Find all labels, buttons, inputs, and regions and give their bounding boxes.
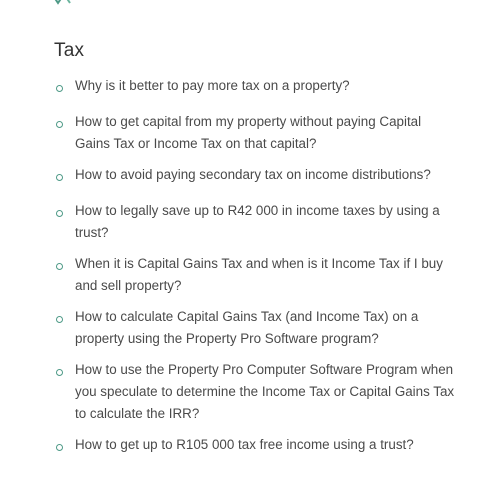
- faq-item[interactable]: [56, 168, 456, 186]
- faq-question: How to legally save up to R42 000 in income taxes by using a trust?: [75, 203, 440, 240]
- bullet-circle-icon: [56, 121, 63, 128]
- faq-question: Why is it better to pay more tax on a property?: [75, 78, 350, 93]
- faq-question: How to get up to R105 000 tax free income using a trust?: [75, 437, 414, 452]
- faq-item[interactable]: [56, 204, 456, 244]
- faq-item[interactable]: [56, 310, 456, 350]
- bullet-circle-icon: [56, 174, 63, 181]
- faq-question: How to avoid paying secondary tax on income distributions?: [75, 167, 431, 182]
- section-title: Tax: [54, 40, 85, 61]
- bullet-circle-icon: [56, 210, 63, 217]
- faq-item[interactable]: [56, 363, 456, 425]
- faq-question: When it is Capital Gains Tax and when is it Income Tax if I buy and sell property?: [75, 256, 443, 293]
- faq-question: How to calculate Capital Gains Tax (and Income Tax) on a property using the Property Pro Software program?: [75, 309, 419, 346]
- faq-item[interactable]: [56, 257, 456, 297]
- bullet-circle-icon: [56, 316, 63, 323]
- faq-item[interactable]: [56, 438, 456, 456]
- bullet-circle-icon: [56, 85, 63, 92]
- faq-item[interactable]: [56, 79, 456, 97]
- faq-question: How to use the Property Pro Computer Software Program when you speculate to determine the Income Tax or Capital Gains Tax to calculate the IRR?: [75, 362, 455, 421]
- faq-question: How to get capital from my property without paying Capital Gains Tax or Income Tax on that capital?: [75, 114, 422, 151]
- bullet-circle-icon: [56, 444, 63, 451]
- bullet-circle-icon: [56, 369, 63, 376]
- logo-fragment-icon: [52, 0, 82, 7]
- bullet-circle-icon: [56, 263, 63, 270]
- faq-item[interactable]: [56, 115, 456, 155]
